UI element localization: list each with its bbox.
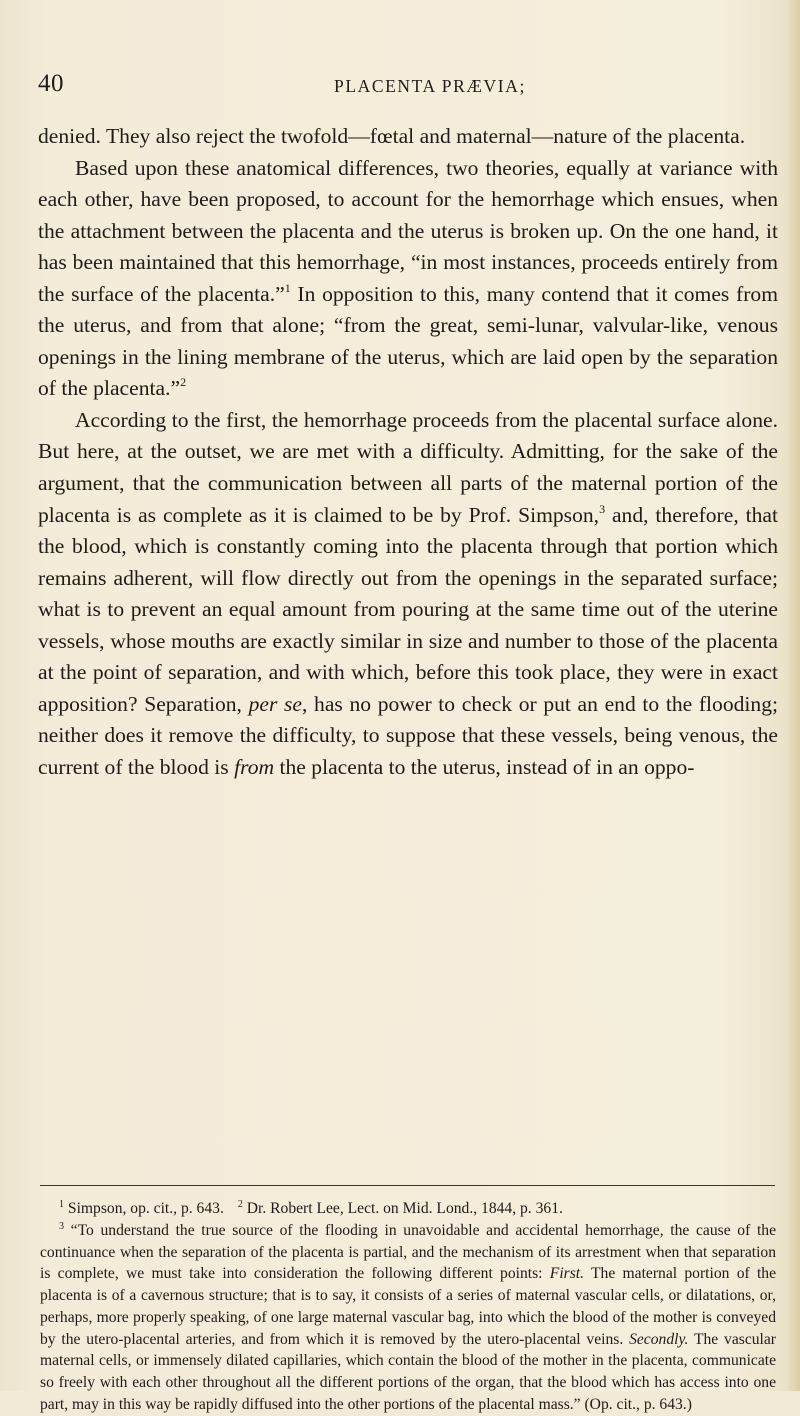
running-head: PLACENTA PRÆVIA; [334, 76, 526, 96]
footnote-1-2-line [40, 1198, 776, 1220]
footnote-ref-2: 2 [180, 375, 187, 390]
paragraph-3-text-b: and, therefore, that the blood, which is constantly coming into the placenta through that portion which remains adherent, will flow directly out from the openings in the separated surface; what is to prevent an equal amount from pouring at the same time out of the uterine vessels, whose mouths are exactly similar in size and number to those of the placenta at the point of separation, and with which, before this took place, they were in exact apposition? Separation, [38, 502, 778, 716]
paragraph-2 [38, 153, 778, 405]
italic-per-se: per se [248, 691, 302, 716]
footnote-3 [40, 1220, 776, 1416]
footnote-3-mark: 3 [59, 1220, 64, 1232]
footnote-3-first: First. [549, 1265, 585, 1283]
footnotes [40, 1198, 776, 1416]
footnote-separator-rule [40, 1185, 775, 1186]
footnote-1-mark: 1 [59, 1199, 64, 1210]
paragraph-3-text-c: , has no power to check or put an end to the flooding; neither does it remove the difficulty, to suppose that these vessels, being venous, the current of the blood is [38, 691, 779, 779]
footnote-3-text-c: The vascular maternal cells, or immensely dilated capillaries, which contain the blood of the mother in the placenta, communicate so freely with each other throughout all the different portions of the organ, that the blood which has access into one part, may in this way be rapidly diffused into the other portions of the placental mass.” (Op. cit., p. 643.) [40, 1330, 776, 1413]
page-header [36, 70, 776, 100]
footnote-2-mark: 2 [237, 1199, 243, 1210]
footnote-2-text: Dr. Robert Lee, Lect. on Mid. Lond., 1844, p. 361. [242, 1200, 563, 1217]
paragraph-3 [38, 405, 778, 784]
italic-from: from [234, 754, 275, 779]
footnote-1-text: Simpson, op. cit., p. 643. [64, 1200, 224, 1217]
paragraph-3-text-a: According to the first, the hemorrhage proceeds from the placental surface alone. But here, at the outset, we are met with a difficulty. Admitting, for the sake of the argument, that the communication between all parts of the maternal portion of the placenta is as complete as it is claimed to be by Prof. Simpson, [38, 407, 778, 527]
page-number: 40 [38, 70, 64, 97]
footnote-ref-1: 1 [284, 280, 291, 295]
footnote-3-text-b: The maternal portion of the placenta is of a cavernous structure; that is to say, it consists of a series of maternal vascular cells, or dilatations, or, perhaps, more properly speaking, of one large maternal vascular bag, into which the blood of the mother is conveyed by the utero-placental arteries, and from which it is removed by the utero-placental veins. [40, 1265, 777, 1348]
paragraph-1-text: denied. They also reject the twofold—fœtal and maternal—nature of the placenta. [38, 124, 746, 148]
footnote-3-text-a: “To understand the true source of the flooding in unavoidable and accidental hemorrhage, the cause of the continuance when the separation of the placenta is partial, and the mechanism of its arrestment when that separation is complete, we must take into consideration the following different points: [40, 1221, 776, 1283]
footnote-ref-3: 3 [599, 501, 606, 516]
body-text [38, 121, 778, 783]
paragraph-2-text-b: In opposition to this, many contend that it comes from the uterus, and from that alone; “from the great, semi-lunar, valvular-like, venous openings in the lining membrane of the uterus, which are laid open by the separation of the placenta.” [38, 281, 778, 401]
paragraph-2-text-a: Based upon these anatomical differences, two theories, equally at variance with each other, have been proposed, to account for the hemorrhage which ensues, when the attachment between the placenta and the uterus is broken up. On the one hand, it has been maintained that this hemorrhage, “in most instances, proceeds entirely from the surface of the placenta.” [38, 155, 778, 306]
page-edge-shadow [786, 0, 800, 1391]
paragraph-1 [38, 121, 778, 153]
paragraph-3-text-d: the placenta to the uterus, instead of in an oppo- [274, 754, 695, 779]
footnote-3-secondly: Secondly. [629, 1330, 689, 1348]
